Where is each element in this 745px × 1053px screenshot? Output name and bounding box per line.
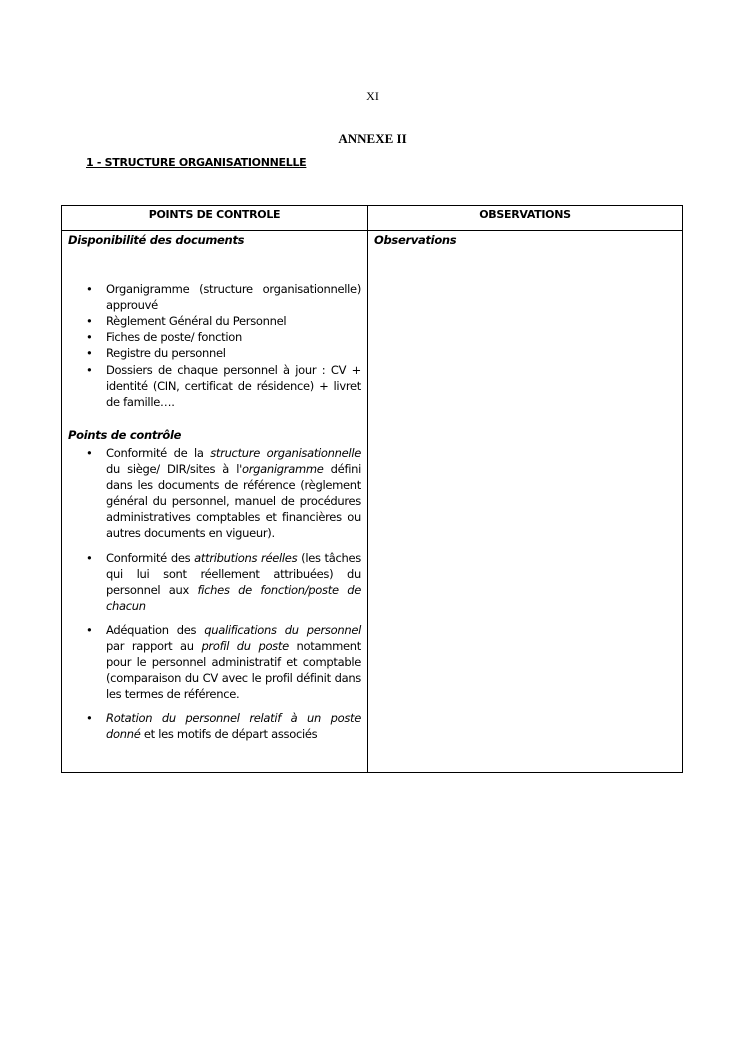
item-emphasis: organigramme [241,462,324,477]
item-text: par rapport au [106,638,202,653]
observations-heading: Observations [374,233,457,247]
item-text: notamment pour le personnel administratif et comptable (comparaison du CV avec le profil définit dans les termes de référence. [106,638,361,702]
item-text: Conformité des [106,550,195,565]
observations-cell [368,231,682,248]
item-emphasis: profil du poste [201,638,289,653]
item-text: Adéquation des [106,622,205,637]
item-text: Conformité de la [106,445,211,460]
item-emphasis: fiches de fonction/poste de chacun [106,582,361,613]
checks-list [68,445,361,743]
annex-title: ANNEXE II [338,131,407,146]
list-item: • Règlement Général du Personnel [68,313,361,329]
control-table [61,205,683,773]
item-emphasis: structure organisationnelle [210,445,361,460]
list-item: • Registre du personnel [68,345,361,361]
section-title: 1 - STRUCTURE ORGANISATIONNELLE [86,156,307,169]
item-text: (les tâches qui lui sont réellement attribuées) du personnel aux [106,550,361,597]
item-emphasis: Rotation du personnel relatif à un poste donné [106,711,361,742]
list-item [68,550,361,614]
list-item [68,710,361,742]
item-text: et les motifs de départ associés [140,727,318,742]
item-text: du siège/ DIR/sites à l' [106,462,242,477]
list-item: • Fiches de poste/ fonction [68,329,361,345]
list-item [68,445,361,542]
item-emphasis: attributions réelles [194,550,298,565]
list-item: • Dossiers de chaque personnel à jour : CV + identité (CIN, certificat de résidence) + livret de famille…. [68,362,361,410]
item-emphasis: qualifications du personnel [204,622,361,637]
points-cell [62,231,367,751]
list-item [68,622,361,702]
header-points-de-controle: POINTS DE CONTROLE [148,208,281,221]
documents-heading: Disponibilité des documents [68,233,245,247]
documents-list [68,281,361,410]
column-divider [367,206,368,772]
header-observations: OBSERVATIONS [479,208,571,221]
points-heading: Points de contrôle [68,427,182,442]
page-number: XI [366,89,379,103]
item-text: défini dans les documents de référence (règlement général du personnel, manuel de procédures administratives comptables et financières ou autres documents en vigueur). [106,462,361,541]
list-item: • Organigramme (structure organisationnelle) approuvé [68,281,361,313]
